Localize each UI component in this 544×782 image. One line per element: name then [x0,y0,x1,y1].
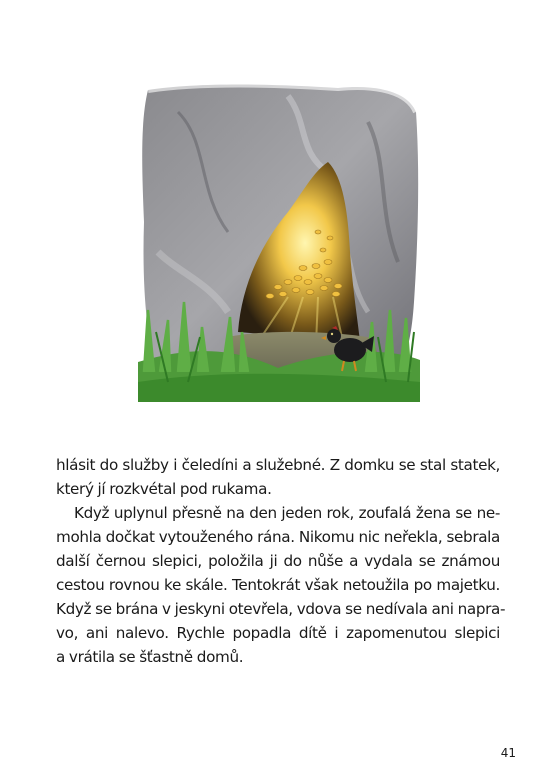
story-text [56,453,506,669]
text-line: který jí rozkvétal pod rukama. [56,480,272,498]
text-line: a vrátila se šťastně domů. [56,648,244,666]
page-number: 41 [500,746,516,760]
text-line: hlásit do služby i čeledíni a služebné. Z domku se stal statek, [56,456,500,474]
text-line: cestou rovnou ke skále. Tentokrát však netoužila po majetku. [56,576,500,594]
text-line: další černou slepici, položila ji do nůše a vydala se známou [56,552,500,570]
text-line: Když se brána v jeskyni otevřela, vdova se nedívala ani napra- [56,600,506,618]
text-line: Když uplynul přesně na den jeden rok, zoufalá žena se ne- [74,504,500,522]
cave-illustration [138,82,420,402]
text-line: mohla dočkat vytouženého rána. Nikomu nic neřekla, sebrala [56,528,500,546]
text-line: vo, ani nalevo. Rychle popadla dítě i zapomenutou slepici [56,624,500,642]
